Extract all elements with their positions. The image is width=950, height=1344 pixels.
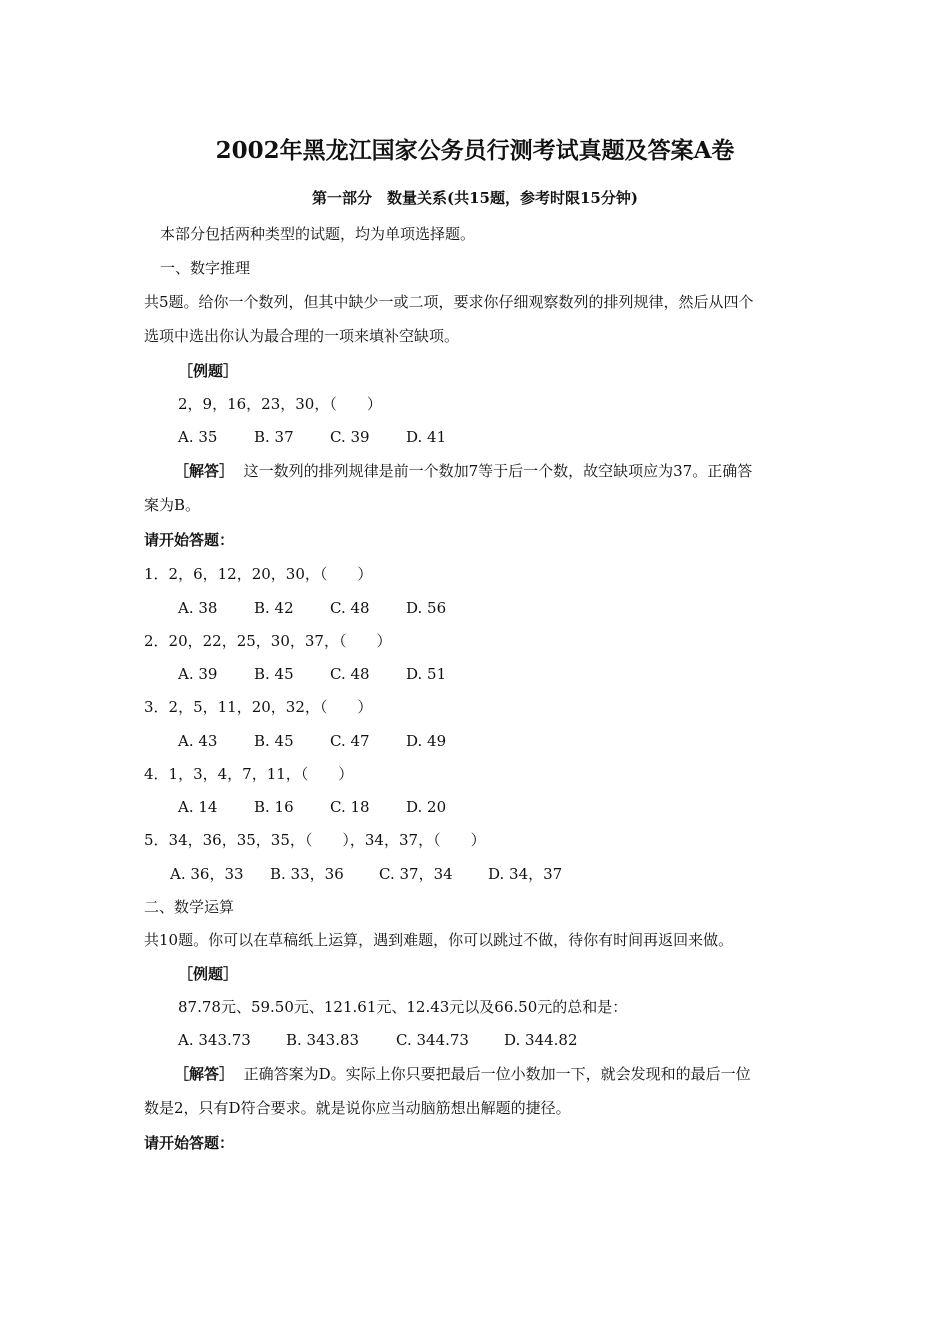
- section2-example-label: ［例题］: [178, 965, 239, 983]
- question-1-options: [178, 598, 446, 618]
- option: C. 48: [330, 599, 370, 617]
- section2-heading: 二、数学运算: [144, 898, 235, 916]
- section1-desc-line2: 选项中选出你认为最合理的一项来填补空缺项。: [144, 327, 460, 345]
- option: B. 45: [254, 732, 294, 750]
- question-5-stem: 5．34，36，35，35，（ ），34，37，（ ）: [144, 831, 486, 849]
- section2-answer-line2: 数是2，只有D符合要求。就是说你应当动脑筋想出解题的捷径。: [144, 1099, 571, 1117]
- option: B. 343.83: [286, 1031, 360, 1049]
- option: D. 51: [406, 665, 447, 683]
- section1-heading: 一、数字推理: [160, 259, 251, 277]
- option: A. 36，33: [170, 865, 244, 883]
- option: B. 37: [254, 428, 294, 446]
- answer-text: 这一数列的排列规律是前一个数加7等于后一个数，故空缺项应为37。正确答: [243, 462, 753, 480]
- section2-example-options: [178, 1030, 578, 1050]
- option: D. 41: [406, 428, 447, 446]
- question-2-options: [178, 664, 446, 684]
- part-heading: 第一部分 数量关系(共15题，参考时限15分钟): [312, 189, 638, 207]
- question-1-stem: 1．2，6，12，20，30，（ ）: [144, 565, 373, 583]
- option: D. 56: [406, 599, 447, 617]
- section1-answer: [174, 461, 752, 481]
- question-3-options: [178, 731, 446, 751]
- option: C. 37，34: [379, 865, 453, 883]
- option: C. 48: [330, 665, 370, 683]
- option: A. 43: [178, 732, 218, 750]
- option: C. 18: [330, 798, 370, 816]
- section2-start-label: 请开始答题：: [144, 1134, 235, 1152]
- option: D. 20: [406, 798, 447, 816]
- section1-desc-line1: 共5题。给你一个数列，但其中缺少一或二项，要求你仔细观察数列的排列规律，然后从四个: [144, 293, 754, 311]
- section1-answer-line2: 案为B。: [144, 496, 201, 514]
- option: D. 34，37: [488, 865, 563, 883]
- section1-start-label: 请开始答题：: [144, 531, 235, 549]
- question-2-stem: 2．20，22，25，30，37，（ ）: [144, 632, 392, 650]
- section1-example-label: ［例题］: [178, 362, 239, 380]
- question-4-stem: 4．1，3，4，7，11，（ ）: [144, 765, 354, 783]
- option: A. 14: [178, 798, 218, 816]
- answer-label: ［解答］: [174, 462, 235, 480]
- option: C. 344.73: [396, 1031, 469, 1049]
- option: A. 35: [178, 428, 218, 446]
- section2-answer: [174, 1064, 751, 1084]
- section2-desc: 共10题。你可以在草稿纸上运算，遇到难题，你可以跳过不做，待你有时间再返回来做。: [144, 931, 734, 949]
- section2-example-stem: 87.78元、59.50元、121.61元、12.43元以及66.50元的总和是：: [178, 998, 628, 1016]
- document-title: 2002年黑龙江国家公务员行测考试真题及答案A卷: [215, 137, 735, 164]
- option: D. 49: [406, 732, 447, 750]
- answer-label: ［解答］: [174, 1065, 235, 1083]
- option: B. 45: [254, 665, 294, 683]
- option: D. 344.82: [504, 1031, 578, 1049]
- option: B. 33，36: [270, 865, 344, 883]
- option: C. 39: [330, 428, 370, 446]
- section1-example-seq: 2，9，16，23，30，（ ）: [178, 395, 382, 413]
- option: B. 42: [254, 599, 294, 617]
- option: A. 343.73: [178, 1031, 251, 1049]
- option: C. 47: [330, 732, 370, 750]
- option: B. 16: [254, 798, 294, 816]
- answer-text: 正确答案为D。实际上你只要把最后一位小数加一下，就会发现和的最后一位: [243, 1065, 751, 1083]
- option: A. 39: [178, 665, 218, 683]
- question-3-stem: 3．2，5，11，20，32，（ ）: [144, 698, 373, 716]
- question-5-options: [170, 864, 562, 884]
- option: A. 38: [178, 599, 218, 617]
- question-4-options: [178, 797, 446, 817]
- part-intro: 本部分包括两种类型的试题，均为单项选择题。: [160, 225, 476, 243]
- section1-example-options: [178, 427, 446, 447]
